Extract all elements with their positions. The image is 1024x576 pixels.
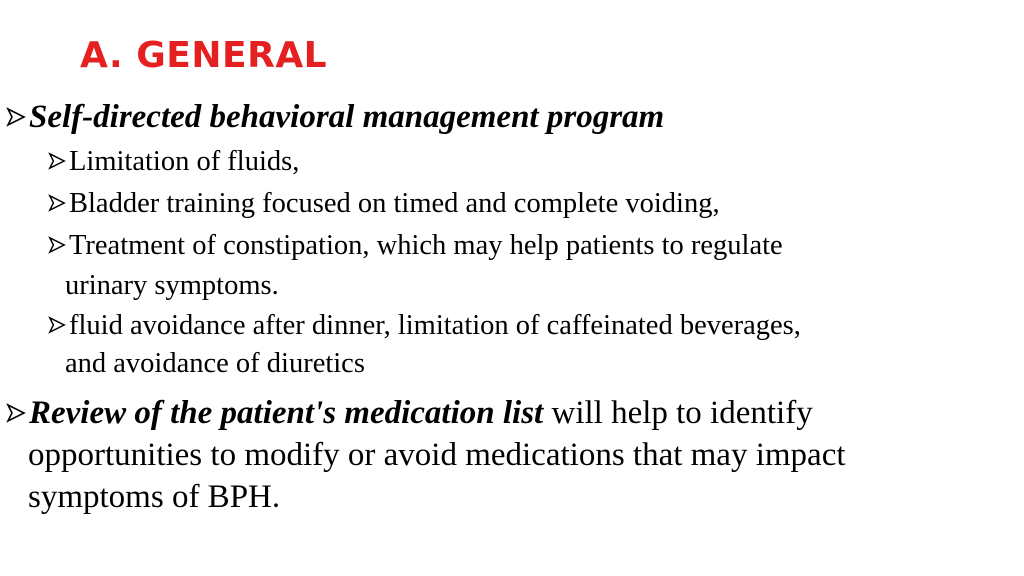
arrowhead-bullet-icon <box>6 403 26 423</box>
bullet-text: will help to identify <box>543 395 813 431</box>
sub-bullet-text: Treatment of constipation, which may help patients to regulate <box>69 230 783 261</box>
bullet-text: Self-directed behavioral management program <box>29 99 665 135</box>
bullet-self-directed <box>6 101 664 134</box>
sub-bullet-continuation: urinary symptoms. <box>65 270 279 301</box>
sub-bullet-text: Limitation of fluids, <box>69 146 300 177</box>
bullet-continuation: symptoms of BPH. <box>28 479 281 515</box>
arrowhead-bullet-icon <box>48 316 66 334</box>
section-heading: A. GENERAL <box>80 35 328 76</box>
sub-bullet-text: fluid avoidance after dinner, limitation of caffeinated beverages, <box>69 310 801 341</box>
arrowhead-bullet-icon <box>48 152 66 170</box>
sub-bullet <box>48 190 720 219</box>
bullet-emphasis-text: Review of the patient's medication list <box>29 395 544 431</box>
arrowhead-bullet-icon <box>48 236 66 254</box>
sub-bullet-text: Bladder training focused on timed and complete voiding, <box>69 188 720 219</box>
sub-bullet <box>48 312 801 341</box>
sub-bullet <box>48 232 783 261</box>
arrowhead-bullet-icon <box>6 107 26 127</box>
sub-bullet-continuation: and avoidance of diuretics <box>65 348 365 379</box>
sub-bullet <box>48 148 299 177</box>
arrowhead-bullet-icon <box>48 194 66 212</box>
bullet-continuation: opportunities to modify or avoid medications that may impact <box>28 437 846 473</box>
bullet-review-medication <box>6 397 813 430</box>
